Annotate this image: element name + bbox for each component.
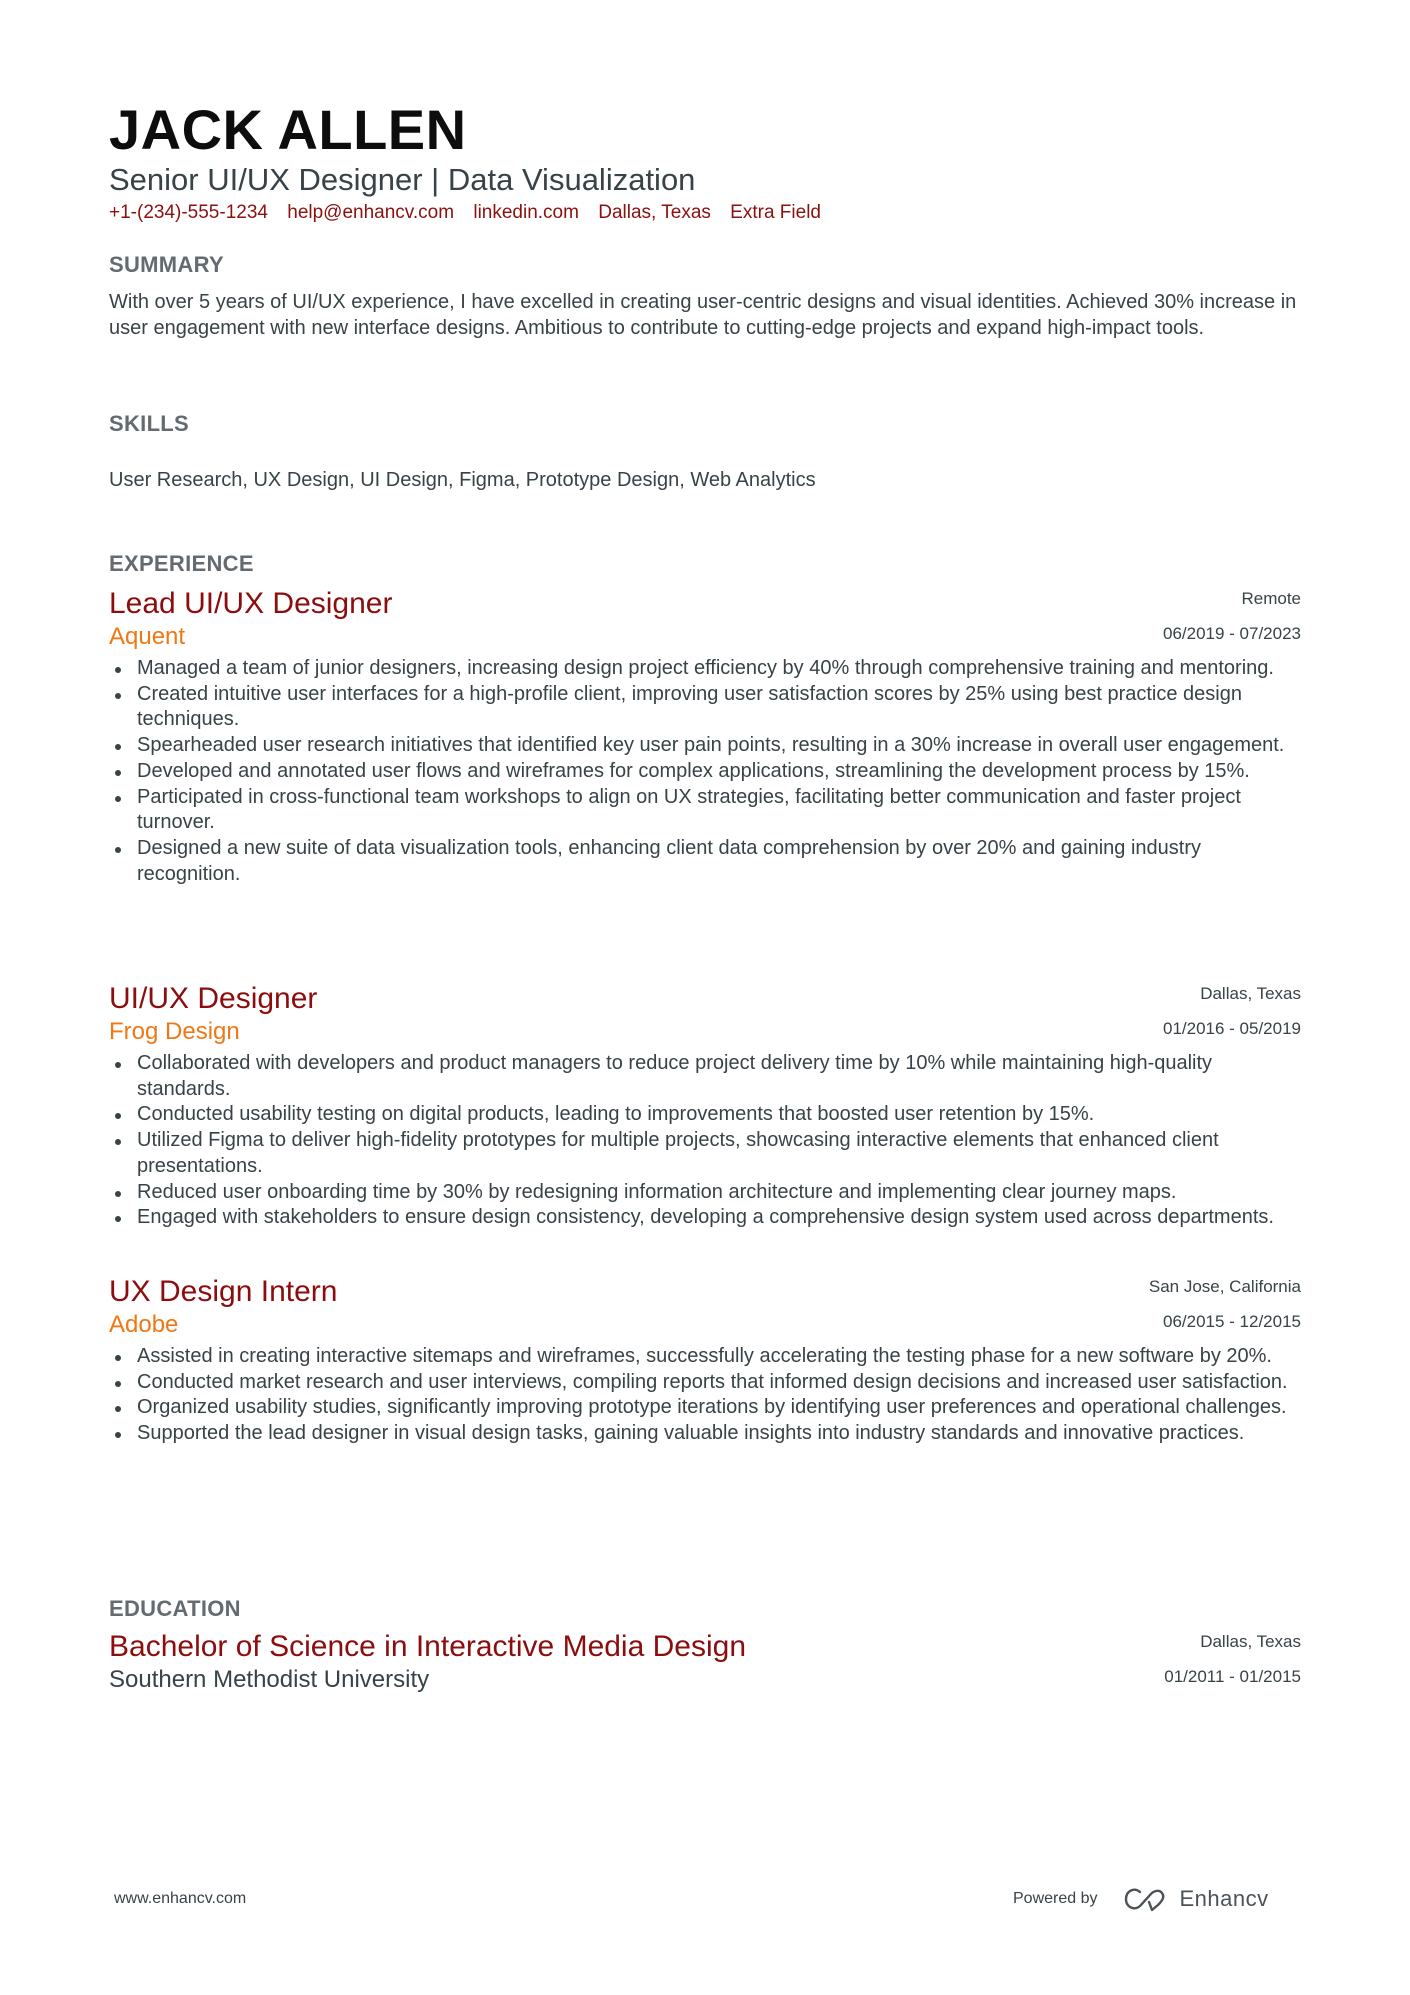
skills-text: User Research, UX Design, UI Design, Figma, Prototype Design, Web Analytics xyxy=(109,469,816,491)
enhancv-logo-icon xyxy=(1124,1886,1170,1912)
job-bullets xyxy=(109,1051,1301,1231)
bullet-item: Created intuitive user interfaces for a high-profile client, improving user satisfaction scores by 25% using best practice design techniques. xyxy=(109,682,1301,733)
bullet-item: Managed a team of junior designers, increasing design project efficiency by 40% through comprehensive training and mentoring. xyxy=(109,656,1301,682)
bullet-item: Assisted in creating interactive sitemaps and wireframes, successfully accelerating the testing phase for a new software by 20%. xyxy=(109,1344,1301,1370)
degree: Bachelor of Science in Interactive Media Design xyxy=(109,1630,747,1663)
experience-heading: EXPERIENCE xyxy=(109,551,254,576)
contact-list xyxy=(109,201,835,225)
contact-extra: Extra Field xyxy=(730,202,821,223)
education-dates: 01/2011 - 01/2015 xyxy=(1164,1667,1301,1686)
experience-entry xyxy=(109,586,1301,887)
education-location: Dallas, Texas xyxy=(1200,1632,1301,1651)
bullet-item: Designed a new suite of data visualization tools, enhancing client data comprehension by over 20% and gaining industry recognition. xyxy=(109,836,1301,887)
experience-entry xyxy=(109,981,1301,1231)
job-dates: 06/2015 - 12/2015 xyxy=(1162,1312,1301,1331)
job-dates: 06/2019 - 07/2023 xyxy=(1162,624,1301,643)
job-location: San Jose, California xyxy=(1148,1277,1301,1296)
bullet-item: Spearheaded user research initiatives that identified key user pain points, resulting in a 30% increase in overall user engagement. xyxy=(109,733,1301,759)
job-role: Lead UI/UX Designer xyxy=(109,587,393,620)
candidate-title: Senior UI/UX Designer | Data Visualization xyxy=(109,162,696,197)
bullet-item: Reduced user onboarding time by 30% by redesigning information architecture and implementing clear journey maps. xyxy=(109,1180,1301,1206)
job-location: Dallas, Texas xyxy=(1200,984,1301,1003)
school-name: Southern Methodist University xyxy=(109,1666,430,1693)
footer-branding[interactable] xyxy=(1013,1886,1269,1912)
candidate-name: JACK ALLEN xyxy=(109,98,467,161)
skills-heading: SKILLS xyxy=(109,411,190,436)
job-company: Aquent xyxy=(109,623,186,650)
bullet-item: Developed and annotated user flows and wireframes for complex applications, streamlining the development process by 15%. xyxy=(109,759,1301,785)
job-company: Adobe xyxy=(109,1311,179,1338)
contact-phone[interactable]: +1-(234)-555-1234 xyxy=(109,202,268,223)
summary-text: With over 5 years of UI/UX experience, I have excelled in creating user-centric designs and visual identities. Achieved 30% increase in user engagement with new interface designs. Ambitious to contribute to cutting-edge projects and expand high-impact tools. xyxy=(109,291,1297,339)
contact-email[interactable]: help@enhancv.com xyxy=(287,202,455,223)
powered-by-label: Powered by xyxy=(1013,1890,1098,1907)
bullet-item: Conducted market research and user interviews, compiling reports that informed design decisions and increased user satisfaction. xyxy=(109,1370,1301,1396)
footer-website[interactable]: www.enhancv.com xyxy=(114,1890,247,1907)
experience-entry xyxy=(109,1274,1301,1447)
job-location: Remote xyxy=(1241,589,1301,608)
bullet-item: Engaged with stakeholders to ensure design consistency, developing a comprehensive design system used across departments. xyxy=(109,1205,1301,1231)
job-role: UX Design Intern xyxy=(109,1275,338,1308)
contact-linkedin[interactable]: linkedin.com xyxy=(473,202,579,223)
bullet-item: Collaborated with developers and product managers to reduce project delivery time by 10% while maintaining high-quality standards. xyxy=(109,1051,1301,1102)
bullet-item: Utilized Figma to deliver high-fidelity prototypes for multiple projects, showcasing interactive elements that enhanced client presentations. xyxy=(109,1128,1301,1179)
job-role: UI/UX Designer xyxy=(109,982,318,1015)
education-heading: EDUCATION xyxy=(109,1596,241,1621)
job-dates: 01/2016 - 05/2019 xyxy=(1162,1019,1301,1038)
job-bullets xyxy=(109,1344,1301,1447)
contact-location: Dallas, Texas xyxy=(598,202,711,223)
education-entry xyxy=(109,1629,1301,1695)
job-company: Frog Design xyxy=(109,1018,240,1045)
job-bullets xyxy=(109,656,1301,887)
bullet-item: Supported the lead designer in visual design tasks, gaining valuable insights into industry standards and innovative practices. xyxy=(109,1421,1301,1447)
bullet-item: Conducted usability testing on digital products, leading to improvements that boosted user retention by 15%. xyxy=(109,1102,1301,1128)
summary-heading: SUMMARY xyxy=(109,252,224,277)
bullet-item: Participated in cross-functional team workshops to align on UX strategies, facilitating better communication and faster project turnover. xyxy=(109,785,1301,836)
enhancv-brand-name: Enhancv xyxy=(1179,1886,1269,1911)
bullet-item: Organized usability studies, significantly improving prototype iterations by identifying user preferences and operational challenges. xyxy=(109,1395,1301,1421)
